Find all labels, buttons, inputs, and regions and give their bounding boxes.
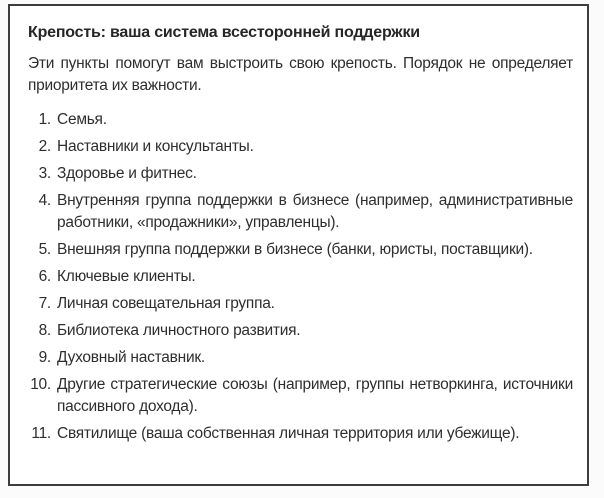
- list-item: [28, 136, 573, 158]
- box-title: Крепость: ваша система всесторонней поддержки: [28, 24, 420, 41]
- item-number: 2.: [38, 138, 51, 155]
- list-item: [28, 163, 573, 185]
- item-number: 10.: [30, 376, 51, 393]
- item-text: Ключевые клиенты.: [57, 268, 196, 285]
- item-text: Внутренняя группа поддержки в бизнесе (например, административные работники, «продажники», управленцы).: [57, 192, 573, 231]
- list-item: [28, 320, 573, 342]
- item-number: 5.: [38, 241, 51, 258]
- item-text: Святилище (ваша собственная личная территория или убежище).: [57, 425, 520, 442]
- item-text: Другие стратегические союзы (например, группы нетворкинга, источники пассивного дохода).: [57, 376, 573, 415]
- item-text: Семья.: [57, 111, 107, 128]
- item-text: Библиотека личностного развития.: [57, 322, 301, 339]
- support-list: [28, 109, 573, 445]
- item-number: 11.: [31, 425, 51, 442]
- list-item: [28, 266, 573, 288]
- item-number: 1.: [38, 111, 51, 128]
- fortress-support-box: [8, 4, 589, 486]
- item-text: Личная совещательная группа.: [57, 295, 275, 312]
- list-item: [28, 109, 573, 131]
- item-text: Наставники и консультанты.: [57, 138, 254, 155]
- list-item: [28, 374, 573, 418]
- item-number: 4.: [38, 192, 51, 209]
- item-number: 8.: [38, 322, 51, 339]
- item-number: 7.: [38, 295, 51, 312]
- list-item: [28, 190, 573, 234]
- list-item: [28, 423, 573, 445]
- item-number: 6.: [38, 268, 51, 285]
- list-item: [28, 347, 573, 369]
- item-text: Внешняя группа поддержки в бизнесе (банки, юристы, поставщики).: [57, 241, 533, 258]
- item-number: 3.: [38, 165, 51, 182]
- list-item: [28, 239, 573, 261]
- item-text: Духовный наставник.: [57, 349, 205, 366]
- item-text: Здоровье и фитнес.: [57, 165, 197, 182]
- intro-paragraph: Эти пункты помогут вам выстроить свою крепость. Порядок не определяет приоритета их важности.: [28, 55, 573, 94]
- item-number: 9.: [38, 349, 51, 366]
- list-item: [28, 293, 573, 315]
